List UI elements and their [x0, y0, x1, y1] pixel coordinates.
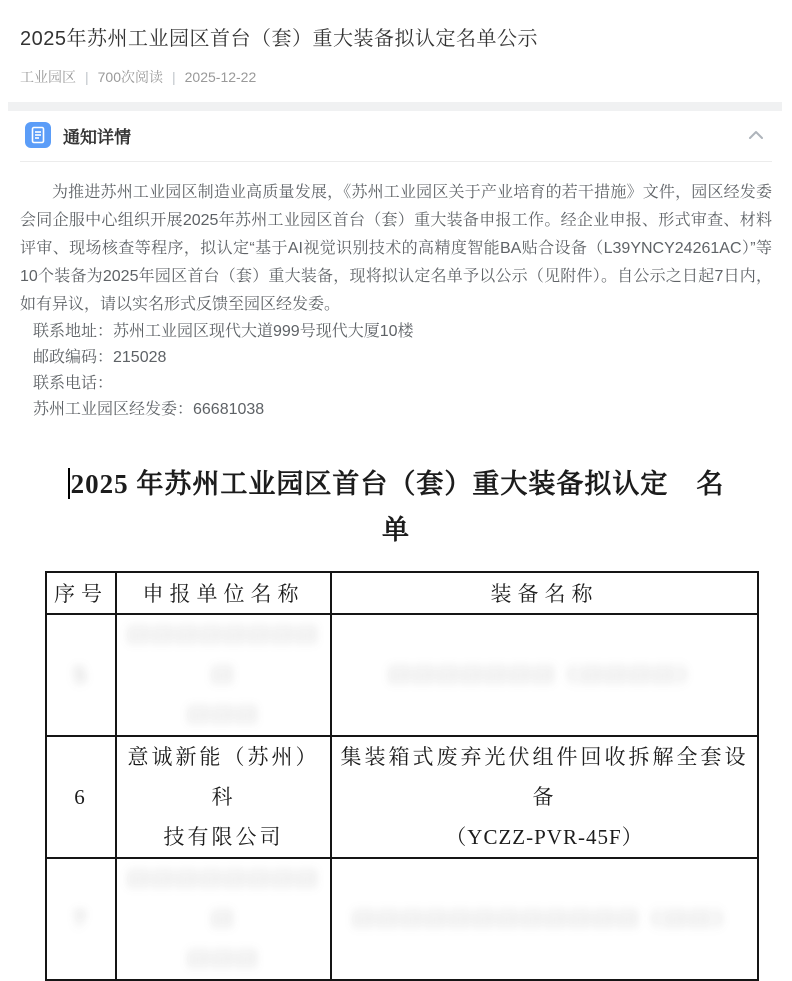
- table-header-row: [46, 572, 758, 614]
- contact-phone-number: 苏州工业园区经发委：66681038: [33, 401, 265, 418]
- table-row: [46, 614, 758, 736]
- notice-section-title: 通知详情: [63, 127, 131, 147]
- cell-company: 口口口口口口口口口 口口口: [116, 614, 331, 736]
- meta-category: 工业园区: [20, 69, 76, 85]
- header-company: 申报单位名称: [116, 572, 331, 614]
- header-no: 序号: [46, 572, 116, 614]
- cell-equipment: 口口口口口口口口口口口口（口口）: [331, 858, 758, 980]
- cell-company: 意诚新能（苏州）科 技有限公司: [116, 736, 331, 858]
- attachment-document: [0, 461, 792, 981]
- attachment-title-line2: 单: [382, 515, 410, 545]
- contact-address: 联系地址：苏州工业园区现代大道999号现代大厦10楼: [33, 323, 414, 340]
- cell-equipment: 集装箱式废弃光伏组件回收拆解全套设备 （YCZZ-PVR-45F）: [331, 736, 758, 858]
- header-equipment: 装备名称: [331, 572, 758, 614]
- cell-no: 5: [46, 614, 116, 736]
- cell-no: 7: [46, 858, 116, 980]
- attachment-title-line1: 2025 年苏州工业园区首台（套）重大装备拟认定 名: [70, 469, 725, 499]
- text-cursor: [68, 468, 70, 499]
- cell-no: 6: [46, 736, 116, 858]
- equipment-table: [45, 571, 759, 981]
- meta-views: 700次阅读: [97, 69, 163, 85]
- notice-section-header[interactable]: [0, 111, 792, 161]
- cell-equipment: 口口口口口口口（口口口口）: [331, 614, 758, 736]
- attachment-title: [0, 461, 792, 553]
- page-title: 2025年苏州工业园区首台（套）重大装备拟认定名单公示: [20, 28, 538, 50]
- meta-separator: |: [85, 69, 89, 85]
- contact-phone-label: 联系电话：: [33, 375, 114, 392]
- cell-company: 口口口口口口口口口 口口口: [116, 858, 331, 980]
- contact-postcode: 邮政编码：215028: [33, 349, 167, 366]
- notice-paragraph: 为推进苏州工业园区制造业高质量发展，《苏州工业园区关于产业培育的若干措施》文件，园区经发委会同企服中心组织开展2025年苏州工业园区首台（套）重大装备申报工作。经企业申报、形式审查、材料评审、现场核查等程序，拟认定“基于AI视觉识别技术的高精度智能BA贴合设备（L39YNCY24261AC）”等10个装备为2025年园区首台（套）重大装备，现将拟认定名单予以公示（见附件）。自公示之日起7日内，如有异议，请以实名形式反馈至园区经发委。: [20, 184, 772, 313]
- notice-body: [0, 162, 792, 423]
- notice-document-icon: [25, 122, 51, 148]
- divider-strip: [8, 102, 782, 111]
- collapse-toggle[interactable]: [748, 130, 764, 140]
- table-row: [46, 858, 758, 980]
- contact-block: [33, 319, 772, 423]
- chevron-up-icon: [748, 130, 764, 140]
- meta-date: 2025-12-22: [184, 69, 257, 85]
- meta-separator: |: [172, 69, 176, 85]
- table-row: [46, 736, 758, 858]
- article-meta: [20, 67, 772, 87]
